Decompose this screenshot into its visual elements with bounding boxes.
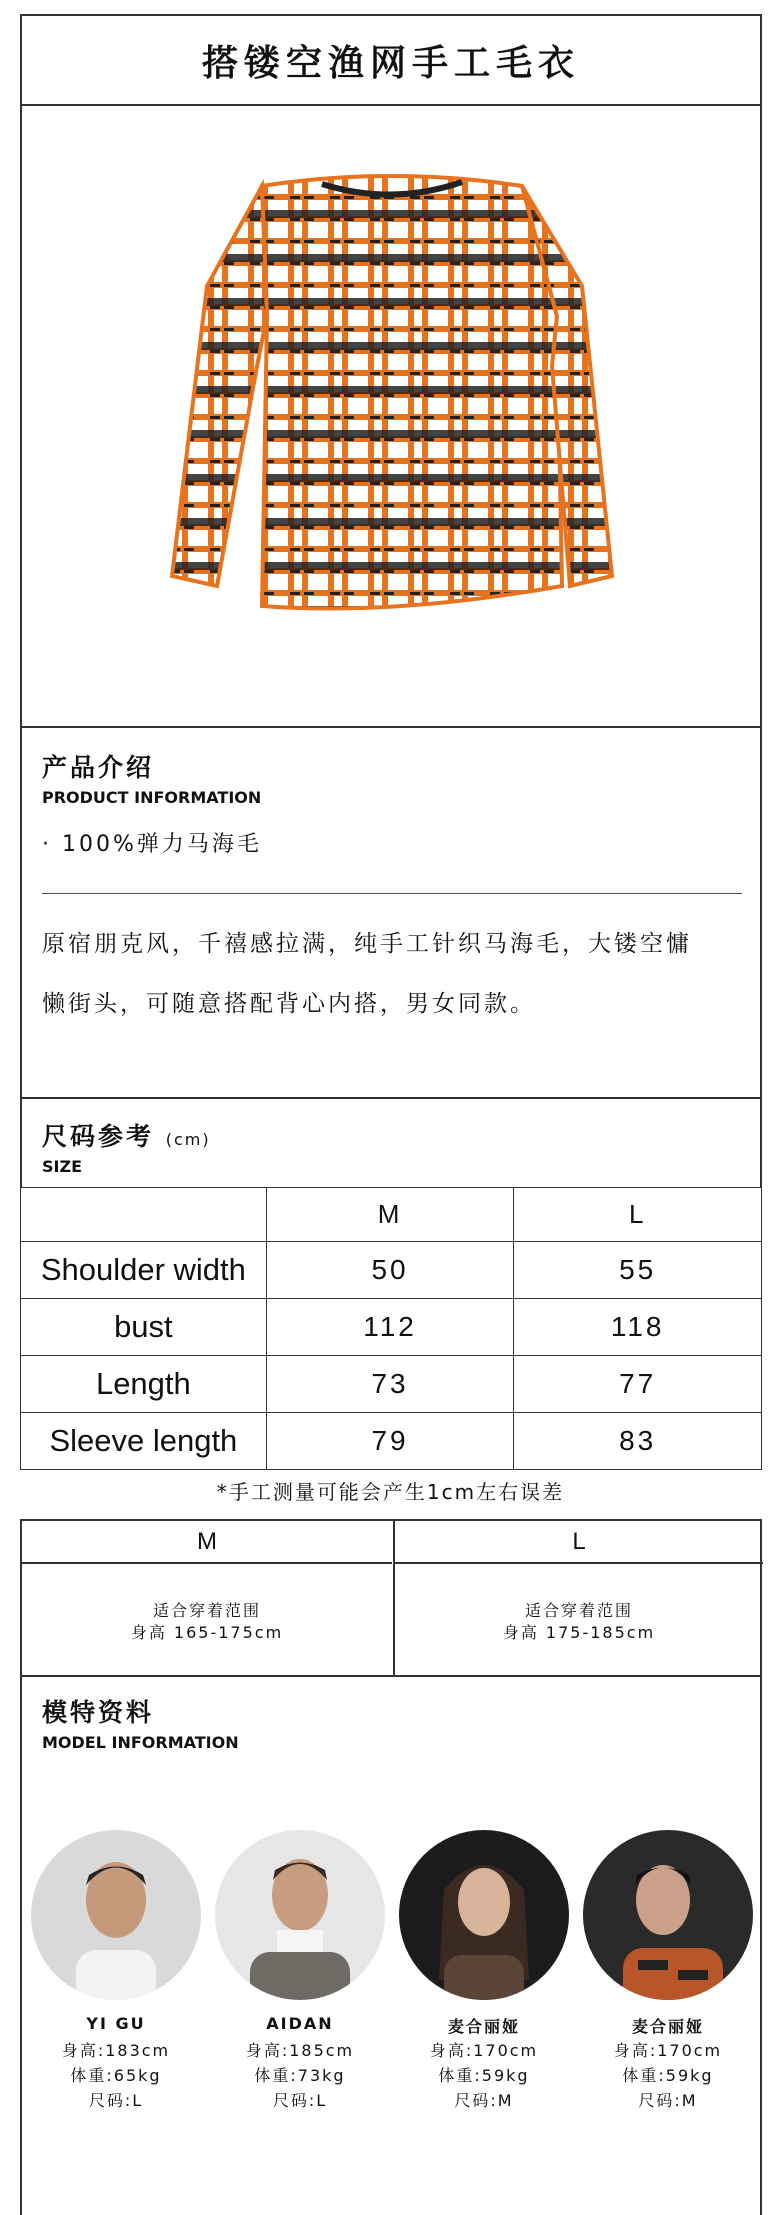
size-section-header	[20, 1097, 762, 1187]
model-section	[20, 1677, 762, 2215]
description-line-1: 原宿朋克风，千禧感拉满，纯手工针织马海毛，大镂空慵	[42, 931, 692, 957]
model-height: 身高:183cm	[61, 2041, 171, 2060]
model-name: 麦合丽娅	[447, 2017, 520, 2036]
fit-size-label: L	[395, 1521, 763, 1564]
model-weight: 体重:59kg	[622, 2066, 714, 2085]
table-row	[21, 1413, 762, 1470]
row-label: Sleeve length	[21, 1413, 267, 1470]
description-line-2: 懒街头，可随意搭配背心内搭，男女同款。	[42, 991, 536, 1017]
fit-range-height: 身高 165-175cm	[130, 1623, 284, 1642]
fit-range-label: 适合穿着范围	[152, 1601, 261, 1620]
model-subtitle: MODEL INFORMATION	[42, 1733, 239, 1752]
page-title-box	[20, 14, 762, 106]
size-table	[20, 1187, 762, 1470]
model-size: 尺码:L	[272, 2091, 328, 2110]
model-card	[31, 1830, 201, 2113]
avatar	[399, 1830, 569, 2000]
fit-range	[22, 1564, 392, 1644]
model-height: 身高:170cm	[429, 2041, 539, 2060]
size-col-m: M	[266, 1188, 514, 1242]
section-divider	[42, 893, 742, 894]
avatar	[215, 1830, 385, 2000]
cell-l: 77	[514, 1356, 762, 1413]
cell-l: 83	[514, 1413, 762, 1470]
model-name: 麦合丽娅	[631, 2017, 704, 2036]
row-label: Shoulder width	[21, 1242, 267, 1299]
cell-l: 55	[514, 1242, 762, 1299]
fit-range	[395, 1564, 763, 1644]
fit-range-height: 身高 175-185cm	[502, 1623, 656, 1642]
measurement-note: *手工测量可能会产生1cm左右误差	[216, 1480, 565, 1504]
avatar	[583, 1830, 753, 2000]
product-info-section	[20, 728, 762, 1097]
cell-l: 118	[514, 1299, 762, 1356]
model-weight: 体重:59kg	[438, 2066, 530, 2085]
cell-m: 50	[266, 1242, 514, 1299]
size-table-corner	[21, 1188, 267, 1242]
material-line: · 100%弹力马海毛	[42, 832, 262, 857]
model-size: 尺码:M	[454, 2091, 514, 2110]
model-weight: 体重:65kg	[70, 2066, 162, 2085]
size-title-text: 尺码参考	[42, 1122, 155, 1151]
model-card	[583, 1830, 753, 2113]
fit-range-table	[20, 1519, 762, 1677]
model-height: 身高:170cm	[613, 2041, 723, 2060]
table-row	[21, 1299, 762, 1356]
cell-m: 73	[266, 1356, 514, 1413]
row-label: bust	[21, 1299, 267, 1356]
avatar	[31, 1830, 201, 2000]
table-row	[21, 1242, 762, 1299]
size-table-header	[21, 1188, 762, 1242]
sweater-image	[22, 106, 760, 726]
model-name: YI GU	[86, 2014, 146, 2033]
size-subtitle: SIZE	[42, 1157, 83, 1176]
model-title: 模特资料	[42, 1698, 155, 1727]
page-title: 搭镂空渔网手工毛衣	[201, 42, 580, 84]
size-title	[42, 1117, 211, 1153]
model-card	[399, 1830, 569, 2113]
model-size: 尺码:M	[638, 2091, 698, 2110]
table-row	[21, 1356, 762, 1413]
product-info-title: 产品介绍	[42, 753, 155, 782]
product-info-subtitle: PRODUCT INFORMATION	[42, 788, 262, 807]
model-size: 尺码:L	[88, 2091, 144, 2110]
cell-m: 112	[266, 1299, 514, 1356]
fit-col-m	[22, 1521, 392, 1675]
product-image-frame	[20, 106, 762, 728]
cell-m: 79	[266, 1413, 514, 1470]
model-card	[215, 1830, 385, 2113]
model-weight: 体重:73kg	[254, 2066, 346, 2085]
row-label: Length	[21, 1356, 267, 1413]
fit-col-l	[393, 1521, 763, 1675]
model-height: 身高:185cm	[245, 2041, 355, 2060]
size-col-l: L	[514, 1188, 762, 1242]
model-name: AIDAN	[266, 2014, 334, 2033]
fit-range-label: 适合穿着范围	[524, 1601, 633, 1620]
fit-size-label: M	[22, 1521, 392, 1564]
size-unit: (cm)	[165, 1130, 211, 1149]
